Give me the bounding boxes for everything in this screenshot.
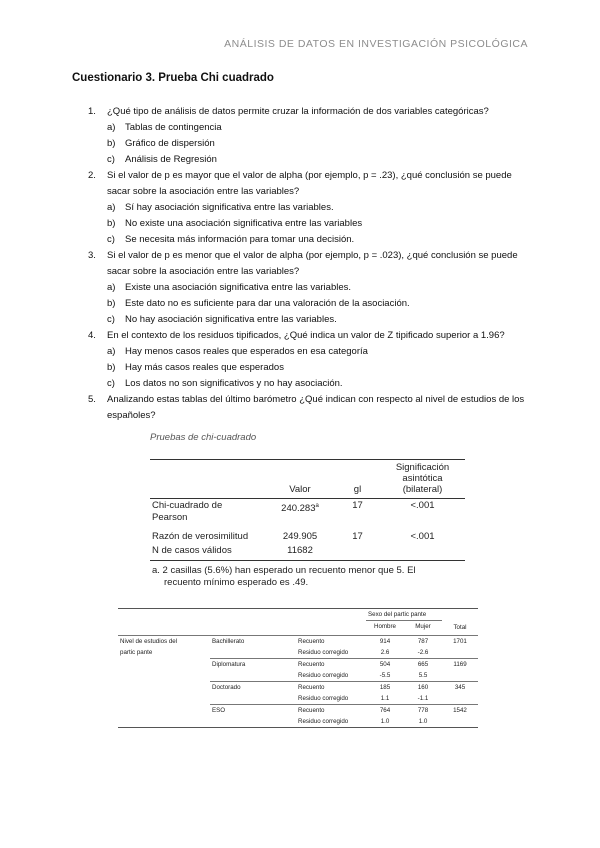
cell-valor: 249.905	[282, 531, 318, 542]
stat-label: Residuo corregido	[298, 694, 349, 702]
table-row	[118, 647, 478, 659]
footnote-line: a. 2 casillas (5.6%) han esperado un recuento menor que 5. El	[152, 565, 416, 576]
cell-hombre: 1.1	[380, 694, 390, 702]
cell-mujer: 665	[404, 658, 442, 670]
option-4b	[107, 360, 533, 376]
cell-hombre: 1.0	[366, 716, 404, 728]
cell-hombre: -5.5	[379, 671, 391, 679]
level-label: Doctorado	[210, 681, 296, 693]
option-text: No existe una asociación significativa entre las variables	[125, 218, 363, 229]
row-variable-label-cont: partic pante	[120, 648, 153, 656]
table-row	[118, 704, 478, 716]
option-letter: b)	[107, 298, 116, 309]
stat-label: Recuento	[296, 681, 366, 693]
cell-mujer: 787	[417, 637, 429, 645]
option-2a	[107, 200, 533, 216]
option-letter: b)	[107, 218, 116, 229]
cell-hombre: 914	[379, 637, 391, 645]
cell-mujer: 1.0	[404, 716, 442, 728]
crosstab-subheader-row	[118, 621, 478, 636]
question-number: 3.	[88, 250, 96, 261]
stat-label: Residuo corregido	[296, 716, 366, 728]
question-5	[88, 392, 533, 424]
table-row	[118, 681, 478, 693]
option-letter: c)	[107, 314, 115, 325]
question-number: 4.	[88, 330, 96, 341]
header-line: asintótica	[402, 473, 443, 484]
crosstab-table	[118, 608, 478, 728]
cell-mujer: 5.5	[418, 671, 428, 679]
chi-square-table-block	[150, 432, 465, 589]
option-1b	[107, 136, 533, 152]
question-4	[88, 328, 533, 344]
level-label: Diplomatura	[210, 658, 296, 670]
row-label-cont: Pearson	[152, 512, 188, 523]
stat-label: Recuento	[296, 658, 366, 670]
question-number: 5.	[88, 394, 96, 405]
option-letter: c)	[107, 378, 115, 389]
option-1c	[107, 152, 533, 168]
cell-total: 1701	[453, 637, 467, 645]
option-letter: b)	[107, 362, 116, 373]
option-text: Existe una asociación significativa entre las variables.	[125, 282, 352, 293]
document-title: Cuestionario 3. Prueba Chi cuadrado	[72, 72, 274, 84]
question-list	[88, 104, 533, 424]
option-2c	[107, 232, 533, 248]
footnote-line: recuento mínimo esperado es .49.	[164, 577, 309, 588]
option-letter: b)	[107, 138, 116, 149]
option-3c	[107, 312, 533, 328]
question-3	[88, 248, 533, 280]
running-header: ANÁLISIS DE DATOS EN INVESTIGACIÓN PSICOLÓGICA	[224, 38, 528, 50]
row-label: Chi-cuadrado de	[152, 500, 223, 511]
option-text: Los datos no son significativos y no hay asociación.	[125, 378, 343, 389]
table-row	[150, 499, 465, 526]
table-header-row	[150, 460, 465, 499]
question-text: En el contexto de los residuos tipificados, ¿Qué indica un valor de Z tipificado superior a 1.96?	[107, 330, 505, 341]
question-number: 1.	[88, 106, 96, 117]
column-header-valor: Valor	[289, 484, 311, 495]
option-letter: c)	[107, 154, 115, 165]
table-row	[150, 525, 465, 544]
stat-label: Recuento	[298, 637, 325, 645]
option-letter: a)	[107, 282, 116, 293]
table-row	[118, 716, 478, 728]
column-group-header: Sexo del partic pante	[366, 609, 442, 621]
question-text: Si el valor de p es mayor que el valor de alpha (por ejemplo, p = .23), ¿qué conclusión se puede sacar sobre la asociación entre las variables?	[107, 170, 512, 197]
row-label: N de casos válidos	[152, 545, 232, 556]
row-label: Razón de verosimilitud	[152, 531, 249, 542]
option-letter: a)	[107, 122, 116, 133]
option-text: Tablas de contingencia	[125, 122, 222, 133]
crosstab-block	[118, 608, 478, 728]
crosstab-header-row	[118, 609, 478, 621]
footnote-marker: a	[315, 503, 319, 509]
option-4c	[107, 376, 533, 392]
column-header-hombre: Hombre	[366, 621, 404, 636]
cell-total: 1542	[442, 704, 478, 716]
table-row	[118, 658, 478, 670]
option-1a	[107, 120, 533, 136]
header-line: (bilateral)	[402, 484, 443, 495]
cell-hombre: 504	[366, 658, 404, 670]
cell-sig	[380, 544, 465, 561]
table-row	[118, 693, 478, 705]
column-header-total: Total	[442, 621, 478, 636]
cell-gl: 17	[352, 500, 363, 511]
option-3a	[107, 280, 533, 296]
option-4a	[107, 344, 533, 360]
column-header-significacion	[380, 460, 465, 499]
chi-square-table-title: Pruebas de chi-cuadrado	[150, 432, 257, 443]
cell-hombre: 185	[366, 681, 404, 693]
chi-square-table	[150, 459, 465, 561]
cell-sig: <.001	[410, 500, 435, 511]
column-header-gl: gl	[353, 484, 362, 495]
cell-mujer: 160	[404, 681, 442, 693]
table-footnote	[150, 565, 465, 589]
question-1	[88, 104, 533, 120]
option-text: Hay menos casos reales que esperados en esa categoría	[125, 346, 368, 357]
level-label: Bachillerato	[212, 637, 245, 645]
option-text: Gráfico de dispersión	[125, 138, 215, 149]
cell-hombre: 2.6	[380, 648, 390, 656]
table-row	[118, 635, 478, 647]
table-row	[118, 670, 478, 682]
cell-mujer: -1.1	[417, 694, 429, 702]
stat-label: Residuo corregido	[298, 648, 349, 656]
option-3b	[107, 296, 533, 312]
cell-gl: 17	[352, 531, 363, 542]
cell-valor: 240.283	[281, 503, 316, 515]
column-header-mujer: Mujer	[404, 621, 442, 636]
question-text: Analizando estas tablas del último barómetro ¿Qué indican con respecto al nivel de estudios de los españoles?	[107, 394, 525, 421]
table-row	[150, 544, 465, 561]
question-text: Si el valor de p es menor que el valor de alpha (por ejemplo, p = .023), ¿qué conclusión se puede sacar sobre la asociación entre las variables?	[107, 250, 518, 277]
header-line: Significación	[395, 462, 450, 473]
cell-valor: 11682	[287, 545, 313, 556]
question-2	[88, 168, 533, 200]
cell-gl	[335, 544, 380, 561]
row-variable-label: Nivel de estudios del	[120, 637, 178, 645]
option-text: Hay más casos reales que esperados	[125, 362, 284, 373]
option-text: Análisis de Regresión	[125, 154, 217, 165]
cell-total: 345	[442, 681, 478, 693]
question-text: ¿Qué tipo de análisis de datos permite cruzar la información de dos variables categóricas?	[107, 106, 489, 117]
cell-sig: <.001	[410, 531, 435, 542]
stat-label: Residuo corregido	[298, 671, 349, 679]
cell-mujer: -2.6	[417, 648, 429, 656]
option-text: Sí hay asociación significativa entre las variables.	[125, 202, 334, 213]
cell-hombre: 764	[366, 704, 404, 716]
level-label: ESO	[210, 704, 296, 716]
option-letter: a)	[107, 202, 116, 213]
option-text: Este dato no es suficiente para dar una valoración de la asociación.	[125, 298, 410, 309]
option-letter: c)	[107, 234, 115, 245]
question-number: 2.	[88, 170, 96, 181]
option-letter: a)	[107, 346, 116, 357]
cell-mujer: 778	[404, 704, 442, 716]
cell-total: 1169	[442, 658, 478, 670]
option-2b	[107, 216, 533, 232]
stat-label: Recuento	[296, 704, 366, 716]
option-text: No hay asociación significativa entre las variables.	[125, 314, 337, 325]
option-text: Se necesita más información para tomar una decisión.	[125, 234, 355, 245]
